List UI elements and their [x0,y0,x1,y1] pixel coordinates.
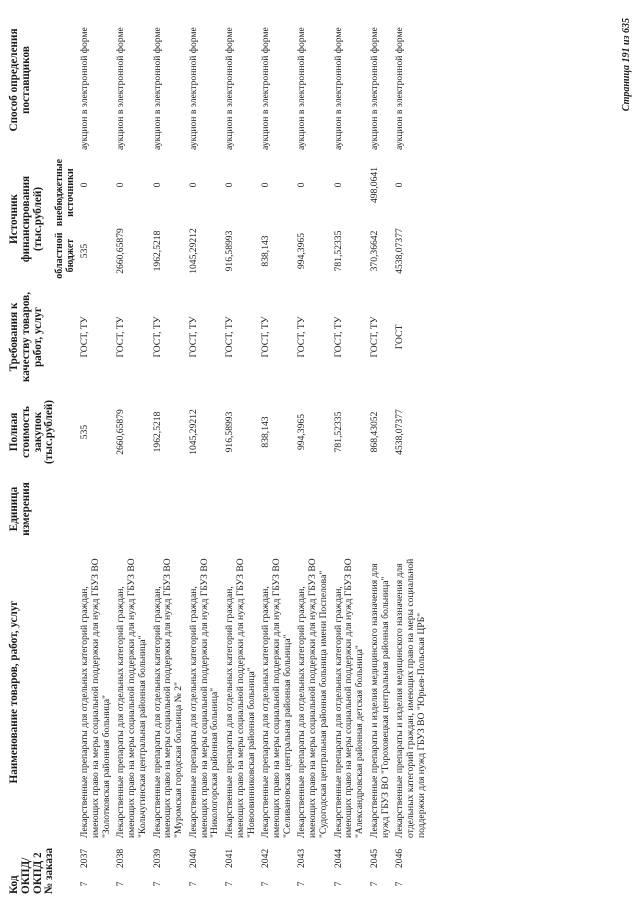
row-order-number: 2043 [296,848,308,868]
row-financing-extra: 0 [151,182,163,188]
row-code: 7 [394,881,406,887]
row-total: 535 [79,424,91,440]
row-financing-regional: 838,143 [260,235,272,267]
row-order-number: 2038 [115,848,127,868]
row-financing-extra: 0 [260,182,272,188]
row-requirements: ГОСТ, ТУ [224,316,236,358]
row-method: аукцион в электронной форме [151,27,163,150]
row-name: Лекарственные препараты для отдельных категорий граждан, имеющих право на меры социальной поддержки для нужд ГБУЗ ВО "Селивановская центральная районная больница" [260,558,293,838]
row-financing-regional: 2660,65879 [115,228,127,274]
row-total: 781,52335 [332,411,344,453]
row-method: аукцион в электронной форме [332,27,344,150]
header-financing-regional: областной бюджет [54,232,76,279]
row-code: 7 [115,881,127,887]
header-financing-title: Источник финансирования (тыс.рублей) [8,175,44,263]
row-unit [78,475,114,543]
row-unit [223,475,259,543]
row-requirements: ГОСТ, ТУ [115,316,127,358]
row-code: 7 [368,881,380,887]
header-financing [8,153,78,285]
row-financing-extra: 0 [296,182,308,188]
row-method: аукцион в электронной форме [394,27,406,150]
row-code: 7 [187,881,199,887]
row-financing-regional: 1962,5218 [151,230,163,272]
row-financing-extra: 0 [187,182,199,188]
row-method: аукцион в электронной форме [224,27,236,150]
row-name: Лекарственные препараты для отдельных категорий граждан, имеющих право на меры социальной поддержки для нужд ГБУЗ ВО "Золотковская районная больница" [79,558,112,838]
row-total: 868,43052 [368,411,380,453]
row-unit [259,475,295,543]
row-code: 7 [332,881,344,887]
row-financing-regional: 4538,07377 [394,228,406,274]
row-requirements: ГОСТ, ТУ [296,316,308,358]
row-method: аукцион в электронной форме [79,27,91,150]
row-unit [393,475,429,543]
row-unit [295,475,331,543]
row-name: Лекарственные препараты для отдельных категорий граждан, имеющих право на меры социальной поддержки для нужд ГБУЗ ВО "Никологорская районная больница" [187,558,221,838]
row-method: аукцион в электронной форме [296,27,308,150]
table-row [223,7,259,897]
table-row [393,7,429,897]
table-row [187,7,223,897]
row-total: 838,143 [260,416,272,448]
row-method: аукцион в электронной форме [368,27,380,150]
row-financing-extra: 0 [115,182,127,188]
row-code: 7 [224,881,236,887]
row-code: 7 [151,881,163,887]
page-footer: Страница 191 из 635 [621,18,632,112]
row-financing-extra: 0 [332,182,344,188]
row-order-number: 2040 [187,848,199,868]
row-order-number: 2046 [394,848,406,868]
row-total: 4538,07377 [394,409,406,455]
table-header-row [8,7,78,897]
row-financing-regional: 781,52335 [332,230,344,272]
header-name: Наименование товаров, работ, услуг [8,600,20,784]
row-name: Лекарственные препараты для отдельных категорий граждан, имеющих право на меры социальной поддержки для нужд ГБУЗ ВО "Новоовинниковская районная больница" [224,558,257,838]
header-total: Полная стоимость закупок (тыс.рублей) [8,400,56,464]
row-requirements: ГОСТ, ТУ [368,316,380,358]
row-method: аукцион в электронной форме [260,27,272,150]
table-row [114,7,150,897]
row-unit [114,475,150,543]
row-financing-regional: 1045,29212 [187,228,199,274]
row-requirements: ГОСТ [394,324,406,350]
row-order-number: 2039 [151,848,163,868]
row-total: 1045,29212 [187,409,199,455]
row-unit [151,475,187,543]
row-name: Лекарственные препараты и изделия медицинского назначения для отдельных категорий граждан, имеющих право на меры социальной поддержки для нужд ГБУЗ ВО "Юрьев-Польская ЦРБ" [394,558,427,838]
financing-subheader [54,156,77,282]
row-code: 7 [296,881,308,887]
row-total: 1962,5218 [151,411,163,453]
row-unit [332,475,368,543]
table-row [368,7,393,897]
header-unit: Единица измерения [8,482,32,536]
header-financing-extra: внебюджетные источники [54,158,76,227]
row-order-number: 2037 [79,848,91,868]
table-row [259,7,295,897]
header-method: Способ определения поставщиков [8,28,32,132]
row-method: аукцион в электронной форме [115,27,127,150]
table-row [295,7,331,897]
row-requirements: ГОСТ, ТУ [151,316,163,358]
row-method: аукцион в электронной форме [187,27,199,150]
row-financing-regional: 535 [79,243,91,259]
row-requirements: ГОСТ, ТУ [79,316,91,358]
row-order-number: 2042 [260,848,272,868]
table-row [332,7,368,897]
row-name: Лекарственные препараты для отдельных категорий граждан, имеющих право на меры социальной поддержки для нужд ГБУЗ ВО "Муромская городская больница № 2" [151,558,185,838]
row-name: Лекарственные препараты и изделия медицинского назначения для нужд ГБУЗ ВО "Гороховецкая центральная районная больница" [368,563,391,838]
row-code: 7 [79,881,91,887]
row-order-number: 2044 [332,848,344,868]
row-requirements: ГОСТ, ТУ [260,316,272,358]
header-code: Код ОКПД/ ОКПД 2 № заказа [8,847,56,894]
table-body [78,7,429,897]
row-name: Лекарственные препараты для отдельных категорий граждан, имеющих право на меры социальной поддержки для нужд ГБУЗ ВО "Судогодская центральная районная больница имени Поспелова" [296,558,329,838]
table-row [78,7,114,897]
row-total: 916,58993 [224,411,236,453]
row-total: 2660,65879 [115,409,127,455]
row-name: Лекарственные препараты для отдельных категорий граждан, имеющих право на меры социальной поддержки для нужд ГБУЗ ВО "Кольчугинская центральная районная больница" [115,558,148,838]
row-financing-regional: 916,58993 [224,230,236,272]
row-financing-extra: 0 [394,182,406,188]
row-unit [187,475,223,543]
row-unit [368,475,393,543]
header-requirements: Требования к качеству товаров, работ, услуг [8,291,44,382]
row-financing-regional: 994,3965 [296,233,308,269]
row-financing-regional: 370,36642 [368,230,380,272]
table-row [151,7,187,897]
procurement-table [8,7,430,897]
row-name: Лекарственные препараты для отдельных категорий граждан, имеющих право на меры социальной поддержки для нужд ГБУЗ ВО "Александровская районная детская больница" [332,558,366,838]
row-order-number: 2041 [224,848,236,868]
row-financing-extra: 0 [79,182,91,188]
row-requirements: ГОСТ, ТУ [187,316,199,358]
row-total: 994,3965 [296,414,308,450]
row-code: 7 [260,881,272,887]
row-financing-extra: 0 [224,182,236,188]
row-financing-extra: 498,0641 [368,167,380,203]
row-requirements: ГОСТ, ТУ [332,316,344,358]
row-order-number: 2045 [368,848,380,868]
